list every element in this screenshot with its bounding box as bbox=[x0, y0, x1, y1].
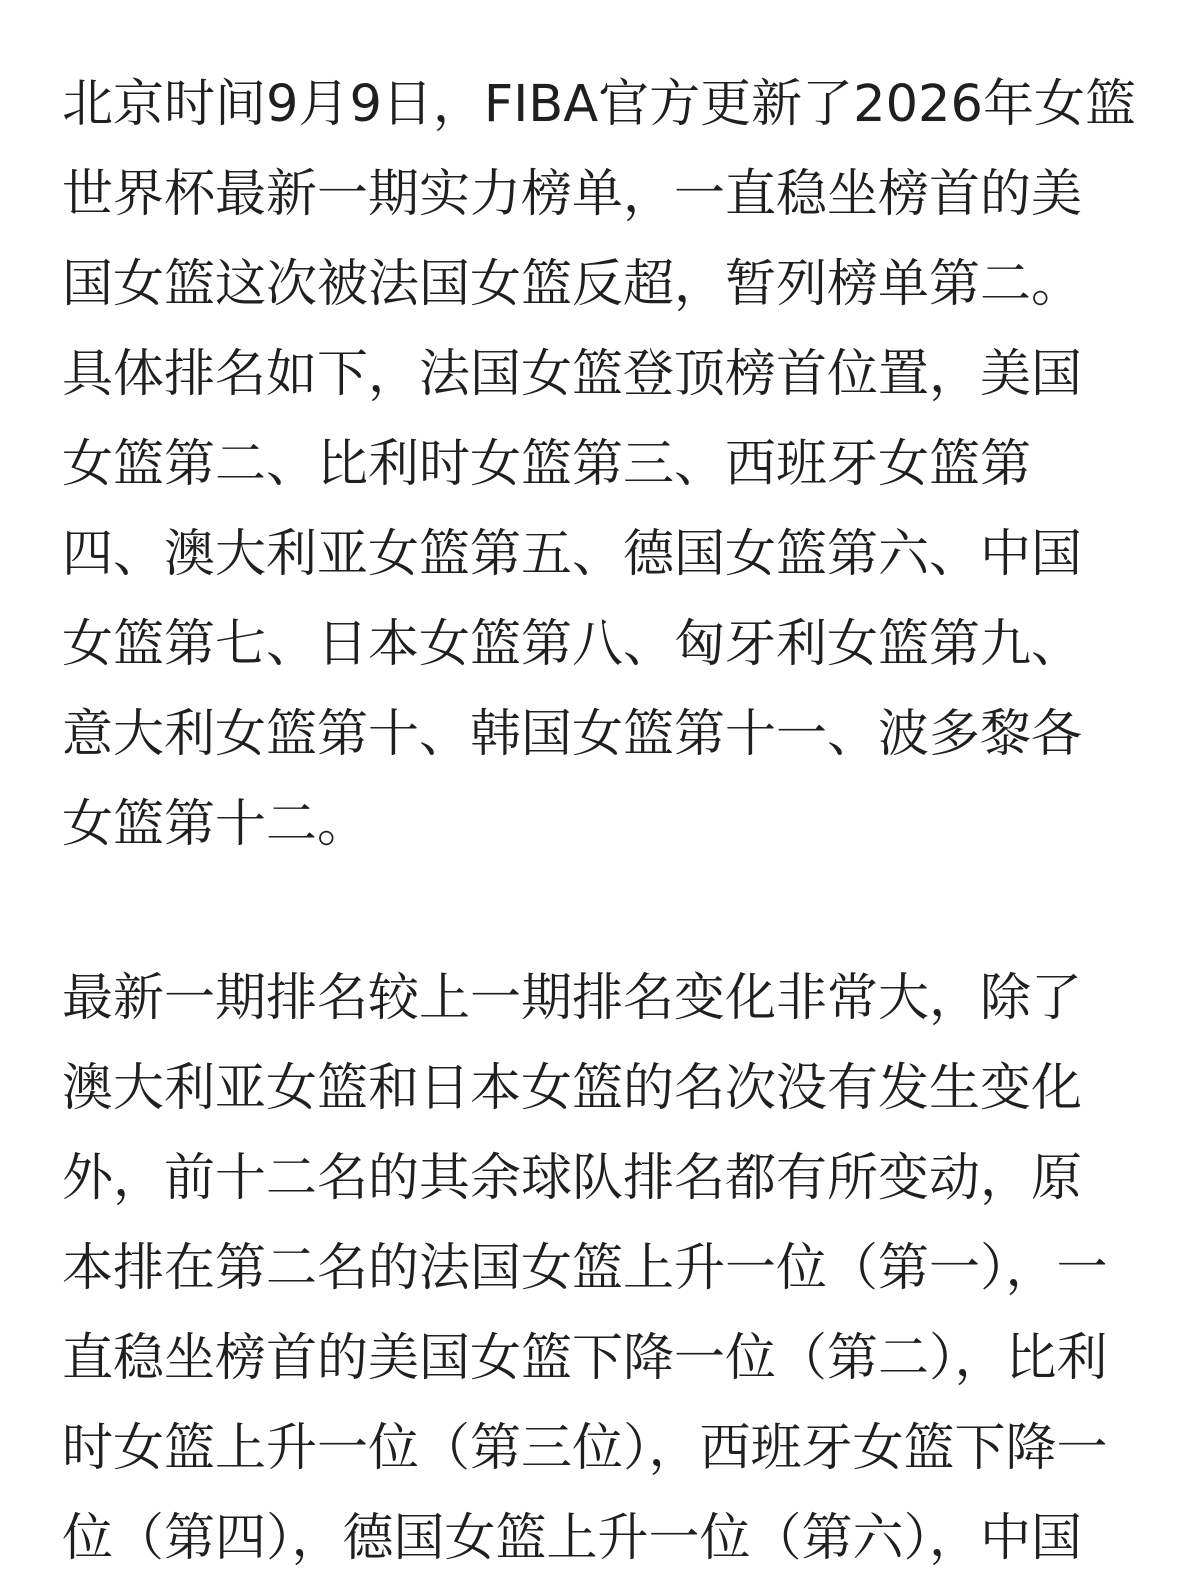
text-line: 时女篮上升一位（第三位），西班牙女篮下降一 bbox=[62, 1419, 1108, 1478]
paragraph-ranking-changes bbox=[62, 954, 1122, 1584]
text-line: 意大利女篮第十、韩国女篮第十一、波多黎各 bbox=[62, 705, 1083, 764]
text-line: 女篮第十二。 bbox=[62, 795, 369, 854]
text-line: 国女篮这次被法国女篮反超，暂列榜单第二。 bbox=[62, 255, 1083, 314]
text-line: 澳大利亚女篮和日本女篮的名次没有发生变化 bbox=[62, 1059, 1083, 1118]
paragraph-rankings bbox=[62, 60, 1136, 870]
text-line: 世界杯最新一期实力榜单，一直稳坐榜首的美 bbox=[62, 165, 1083, 224]
text-line: 四、澳大利亚女篮第五、德国女篮第六、中国 bbox=[62, 525, 1083, 584]
text-line: 最新一期排名较上一期排名变化非常大，除了 bbox=[62, 969, 1083, 1028]
text-line: 外，前十二名的其余球队排名都有所变动，原 bbox=[62, 1149, 1083, 1208]
text-line: 女篮第二、比利时女篮第三、西班牙女篮第 bbox=[62, 435, 1032, 494]
article-body bbox=[62, 60, 1136, 1584]
text-line: 直稳坐榜首的美国女篮下降一位（第二），比利 bbox=[62, 1329, 1108, 1388]
text-line: 本排在第二名的法国女篮上升一位（第一），一 bbox=[62, 1239, 1108, 1298]
text-line: 北京时间9月9日，FIBA官方更新了2026年女篮 bbox=[62, 75, 1136, 134]
text-line: 女篮第七、日本女篮第八、匈牙利女篮第九、 bbox=[62, 615, 1083, 674]
text-line: 位（第四），德国女篮上升一位（第六），中国 bbox=[62, 1509, 1083, 1568]
text-line: 具体排名如下，法国女篮登顶榜首位置，美国 bbox=[62, 345, 1083, 404]
